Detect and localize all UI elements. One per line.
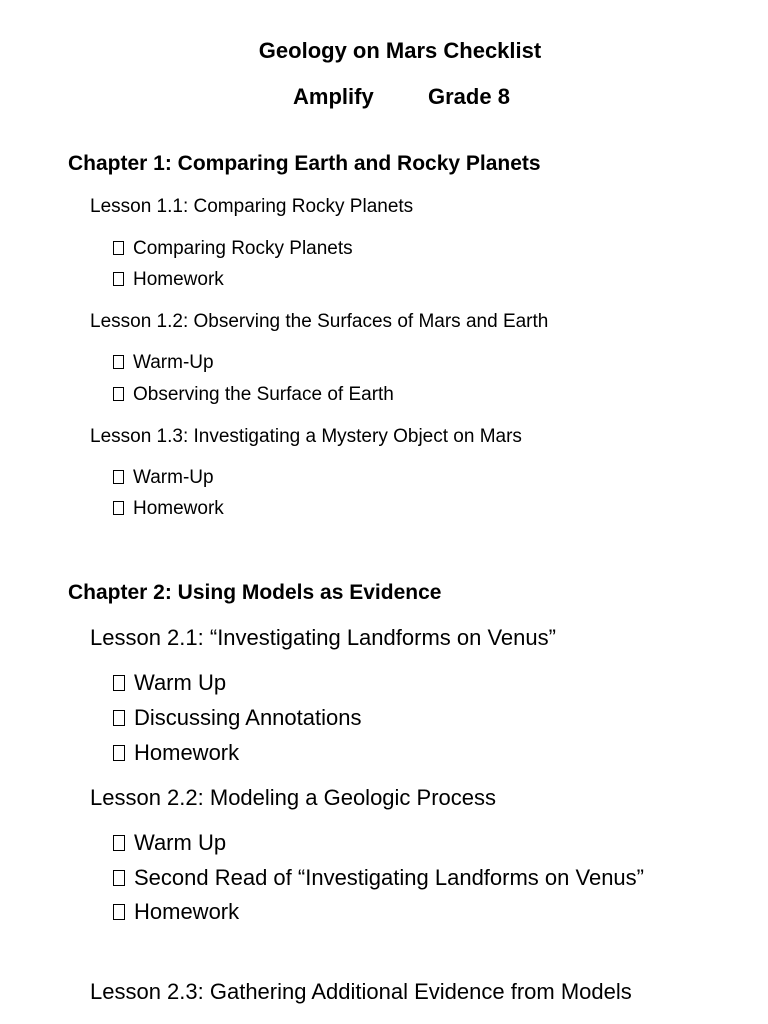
checklist-item[interactable] [113, 269, 224, 291]
checklist-item[interactable] [113, 384, 394, 406]
checkbox[interactable] [113, 272, 124, 286]
checkbox[interactable] [113, 710, 125, 726]
checkbox[interactable] [113, 835, 125, 851]
checklist-item[interactable] [113, 498, 224, 520]
lesson-2-2-title: Lesson 2.2: Modeling a Geologic Process [90, 785, 497, 810]
checklist-item[interactable] [113, 670, 226, 696]
page-title: Geology on Mars Checklist [258, 38, 542, 63]
checklist-item-label: Warm-Up [133, 467, 214, 488]
lesson-1-2-title: Lesson 1.2: Observing the Surfaces of Mars and Earth [90, 311, 549, 332]
checklist-item[interactable] [113, 467, 214, 489]
checklist-item-label: Warm Up [134, 670, 227, 695]
checklist-item-label: Homework [133, 269, 224, 290]
checklist-item-label: Second Read of “Investigating Landforms on Venus” [134, 865, 644, 890]
lesson-1-3-title: Lesson 1.3: Investigating a Mystery Object on Mars [90, 426, 522, 447]
checklist-item[interactable] [113, 352, 214, 374]
chapter-2-heading: Chapter 2: Using Models as Evidence [68, 581, 442, 604]
checkbox[interactable] [113, 904, 125, 920]
lesson-2-3-title: Lesson 2.3: Gathering Additional Evidence from Models [90, 979, 632, 1004]
checklist-item[interactable] [113, 865, 644, 891]
checkbox[interactable] [113, 355, 124, 369]
checkbox[interactable] [113, 870, 125, 886]
checkbox[interactable] [113, 675, 125, 691]
checklist-item[interactable] [113, 830, 226, 856]
checkbox[interactable] [113, 241, 124, 255]
checkbox[interactable] [113, 745, 125, 761]
chapter-1-heading: Chapter 1: Comparing Earth and Rocky Planets [68, 152, 541, 175]
checklist-item-label: Warm Up [134, 830, 227, 855]
checkbox[interactable] [113, 501, 124, 515]
checklist-item[interactable] [113, 740, 239, 766]
lesson-1-1-title: Lesson 1.1: Comparing Rocky Planets [90, 196, 414, 217]
lesson-2-1-title: Lesson 2.1: “Investigating Landforms on Venus” [90, 625, 556, 650]
checkbox[interactable] [113, 470, 124, 484]
checkbox[interactable] [113, 387, 124, 401]
publisher-label: Amplify [293, 84, 374, 109]
checklist-item-label: Discussing Annotations [134, 705, 362, 730]
checklist-item-label: Homework [134, 740, 240, 765]
checklist-item-label: Warm-Up [133, 352, 214, 373]
grade-label: Grade 8 [428, 84, 510, 109]
checklist-item[interactable] [113, 705, 361, 731]
checklist-item-label: Comparing Rocky Planets [133, 238, 353, 259]
checklist-item-label: Homework [133, 498, 224, 519]
checklist-item[interactable] [113, 238, 353, 260]
checklist-item[interactable] [113, 899, 239, 925]
checklist-item-label: Homework [134, 899, 240, 924]
checklist-item-label: Observing the Surface of Earth [133, 384, 394, 405]
